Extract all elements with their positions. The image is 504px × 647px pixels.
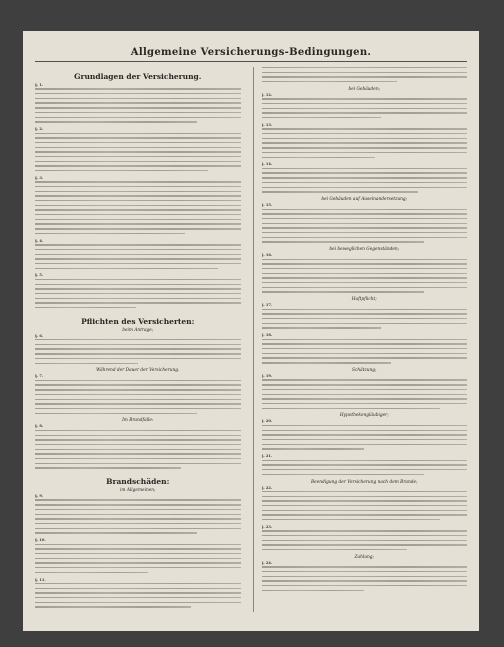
section-subheading: Schätzung; bbox=[352, 368, 377, 374]
text-line bbox=[262, 227, 468, 228]
text-line bbox=[262, 157, 375, 158]
text-line bbox=[35, 268, 218, 269]
paragraph-number: §. 10. bbox=[35, 538, 46, 543]
text-line bbox=[35, 358, 241, 359]
section-subheading: Beendigung der Versicherung nach dem Brande; bbox=[311, 479, 418, 485]
paragraph-number: §. 1. bbox=[35, 83, 44, 87]
text-line bbox=[262, 268, 468, 269]
paragraph-text-lines bbox=[262, 491, 468, 521]
text-line bbox=[262, 327, 381, 328]
text-line bbox=[35, 453, 241, 454]
text-line bbox=[35, 170, 208, 171]
text-line bbox=[35, 344, 241, 345]
text-line bbox=[35, 244, 241, 245]
text-line bbox=[35, 117, 241, 118]
text-line bbox=[35, 181, 241, 182]
paragraph-text-lines bbox=[35, 339, 241, 364]
paragraph-number: §. 3. bbox=[35, 175, 44, 180]
text-line bbox=[35, 408, 241, 409]
text-line bbox=[262, 81, 398, 82]
text-line bbox=[35, 439, 241, 440]
text-line bbox=[35, 588, 241, 589]
text-line bbox=[35, 509, 241, 510]
text-line bbox=[262, 398, 468, 399]
paragraph-text-lines bbox=[35, 133, 241, 172]
paragraph-number: §. 19. bbox=[261, 374, 273, 379]
text-line bbox=[262, 590, 365, 591]
text-line bbox=[35, 302, 241, 303]
text-line bbox=[262, 348, 468, 349]
text-line bbox=[35, 384, 241, 385]
text-line bbox=[35, 458, 241, 459]
text-line bbox=[35, 444, 241, 445]
text-line bbox=[35, 606, 191, 607]
paragraph-text-lines bbox=[35, 499, 241, 533]
paragraph-number: §. 5. bbox=[35, 273, 44, 278]
text-line bbox=[35, 597, 241, 598]
text-line bbox=[262, 241, 424, 242]
paragraph-text-lines bbox=[35, 544, 241, 574]
section-subheading: Haftpflicht; bbox=[351, 297, 377, 303]
text-line bbox=[35, 339, 241, 340]
text-line bbox=[35, 553, 241, 554]
text-line bbox=[35, 389, 241, 390]
text-line bbox=[262, 403, 468, 404]
paragraph bbox=[35, 578, 241, 612]
text-line bbox=[35, 544, 241, 545]
text-line bbox=[262, 191, 418, 192]
text-line bbox=[262, 76, 468, 77]
text-line bbox=[35, 279, 241, 280]
text-line bbox=[262, 218, 468, 219]
paragraph-text-lines bbox=[35, 583, 241, 608]
text-line bbox=[262, 469, 468, 470]
columns bbox=[35, 67, 467, 612]
text-line bbox=[35, 528, 241, 529]
paragraph bbox=[262, 561, 468, 595]
text-line bbox=[262, 168, 468, 169]
paragraph bbox=[262, 253, 468, 296]
paragraph-number: §. 21. bbox=[261, 454, 273, 459]
text-line bbox=[262, 259, 468, 260]
left-column bbox=[35, 67, 241, 612]
paragraph-text-lines bbox=[262, 566, 468, 591]
paragraph bbox=[262, 93, 468, 122]
text-line bbox=[262, 474, 424, 475]
text-line bbox=[35, 195, 241, 196]
paragraph bbox=[262, 419, 468, 453]
text-line bbox=[35, 430, 241, 431]
text-line bbox=[35, 572, 148, 573]
text-line bbox=[262, 142, 468, 143]
section-subheading: Während der Dauer der Versicherung. bbox=[96, 368, 180, 374]
text-line bbox=[35, 223, 241, 224]
text-line bbox=[262, 72, 468, 73]
text-line bbox=[35, 449, 241, 450]
text-line bbox=[262, 491, 468, 492]
paragraph-number: §. 14. bbox=[261, 162, 273, 167]
text-line bbox=[262, 439, 468, 440]
text-line bbox=[262, 496, 468, 497]
text-line bbox=[262, 282, 468, 283]
paragraph bbox=[262, 67, 468, 86]
paragraph-text-lines bbox=[262, 309, 468, 329]
paragraph-text-lines bbox=[262, 339, 468, 364]
text-line bbox=[35, 602, 241, 603]
text-line bbox=[262, 544, 468, 545]
text-line bbox=[262, 425, 468, 426]
section-subheading: Hypothekengläubiger; bbox=[339, 413, 389, 419]
text-line bbox=[262, 514, 468, 515]
text-line bbox=[35, 399, 241, 400]
paragraph bbox=[262, 374, 468, 412]
text-line bbox=[262, 323, 468, 324]
text-line bbox=[35, 263, 241, 264]
paragraph-text-lines bbox=[262, 460, 468, 475]
text-line bbox=[262, 213, 468, 214]
right-column bbox=[253, 67, 468, 612]
paragraph-text-lines bbox=[35, 279, 241, 309]
text-line bbox=[35, 394, 241, 395]
text-line bbox=[35, 254, 241, 255]
text-line bbox=[35, 151, 241, 152]
text-line bbox=[35, 214, 241, 215]
section-subheading: bei Gebäuden auf Auseinandersetzung; bbox=[321, 197, 408, 203]
text-line bbox=[35, 121, 197, 122]
title-rule bbox=[35, 61, 467, 62]
text-line bbox=[262, 460, 468, 461]
paragraph bbox=[262, 333, 468, 367]
text-line bbox=[262, 444, 468, 445]
paragraph-number: §. 22. bbox=[261, 485, 273, 490]
text-line bbox=[262, 464, 468, 465]
paragraph-text-lines bbox=[262, 259, 468, 293]
text-line bbox=[35, 165, 241, 166]
text-line bbox=[262, 384, 468, 385]
paragraph-number: §. 18. bbox=[261, 333, 273, 338]
text-line bbox=[262, 566, 468, 567]
text-line bbox=[35, 435, 241, 436]
text-line bbox=[35, 288, 241, 289]
paragraph-text-lines bbox=[35, 430, 241, 469]
paragraph-text-lines bbox=[262, 168, 468, 193]
paragraph-number: §. 20. bbox=[261, 419, 273, 424]
text-line bbox=[262, 237, 468, 238]
text-line bbox=[262, 430, 468, 431]
paragraph bbox=[35, 424, 241, 472]
text-line bbox=[35, 499, 241, 500]
text-line bbox=[262, 549, 408, 550]
section-subheading: bei beweglichen Gegenständen; bbox=[329, 247, 400, 253]
text-line bbox=[35, 161, 241, 162]
paragraph-number: §. 6. bbox=[35, 333, 44, 338]
text-line bbox=[262, 394, 468, 395]
text-line bbox=[35, 98, 241, 99]
text-line bbox=[262, 357, 468, 358]
paragraph-text-lines bbox=[262, 209, 468, 243]
text-line bbox=[262, 177, 468, 178]
text-line bbox=[35, 298, 241, 299]
text-line bbox=[35, 463, 241, 464]
paragraph-text-lines bbox=[35, 181, 241, 234]
paragraph-number: §. 17. bbox=[261, 303, 273, 308]
paragraph-text-lines bbox=[262, 98, 468, 118]
text-line bbox=[262, 505, 468, 506]
text-line bbox=[262, 133, 468, 134]
paragraph-number: §. 2. bbox=[35, 127, 44, 132]
text-line bbox=[35, 523, 241, 524]
text-line bbox=[35, 88, 241, 89]
text-line bbox=[262, 576, 468, 577]
paragraph bbox=[262, 454, 468, 478]
paragraph-text-lines bbox=[262, 67, 468, 82]
paragraph-number: §. 15. bbox=[261, 203, 273, 208]
paragraph-number: §. 16. bbox=[261, 253, 273, 258]
text-line bbox=[35, 380, 241, 381]
text-line bbox=[262, 510, 468, 511]
text-line bbox=[262, 530, 468, 531]
text-line bbox=[35, 548, 241, 549]
text-line bbox=[35, 137, 241, 138]
paragraph bbox=[35, 83, 241, 126]
text-line bbox=[262, 535, 468, 536]
text-line bbox=[262, 434, 468, 435]
text-line bbox=[35, 233, 185, 234]
document-page bbox=[23, 31, 479, 631]
text-line bbox=[35, 307, 136, 308]
paragraph bbox=[35, 494, 241, 537]
paragraph-text-lines bbox=[262, 530, 468, 550]
paragraph bbox=[35, 374, 241, 417]
text-line bbox=[262, 313, 468, 314]
section-heading: Brandschäden: bbox=[106, 477, 170, 487]
text-line bbox=[262, 103, 468, 104]
paragraph-number: §. 24. bbox=[261, 560, 273, 565]
text-line bbox=[35, 467, 181, 468]
text-line bbox=[262, 232, 468, 233]
text-line bbox=[262, 318, 468, 319]
text-line bbox=[262, 309, 468, 310]
text-line bbox=[35, 518, 241, 519]
text-line bbox=[262, 540, 468, 541]
paragraph bbox=[262, 123, 468, 161]
text-line bbox=[35, 293, 241, 294]
text-line bbox=[35, 112, 241, 113]
paragraph-text-lines bbox=[262, 128, 468, 158]
text-line bbox=[262, 138, 468, 139]
text-line bbox=[35, 147, 241, 148]
text-line bbox=[35, 191, 241, 192]
text-line bbox=[262, 263, 468, 264]
text-line bbox=[262, 408, 441, 409]
text-line bbox=[262, 273, 468, 274]
text-line bbox=[35, 348, 241, 349]
text-line bbox=[262, 182, 468, 183]
paragraph bbox=[35, 176, 241, 238]
text-line bbox=[35, 258, 241, 259]
paragraph bbox=[262, 525, 468, 554]
paragraph-text-lines bbox=[35, 244, 241, 269]
paragraph bbox=[262, 162, 468, 196]
text-line bbox=[35, 567, 241, 568]
text-line bbox=[35, 532, 197, 533]
text-line bbox=[262, 152, 468, 153]
text-line bbox=[35, 133, 241, 134]
text-line bbox=[262, 67, 468, 68]
section-subheading: im Allgemeinen; bbox=[120, 488, 156, 494]
text-line bbox=[262, 580, 468, 581]
text-line bbox=[262, 362, 391, 363]
text-line bbox=[35, 200, 241, 201]
paragraph-text-lines bbox=[35, 380, 241, 414]
text-line bbox=[262, 172, 468, 173]
paragraph-number: §. 11. bbox=[35, 577, 46, 582]
document-title: Allgemeine Versicherungs-Bedingungen. bbox=[130, 47, 372, 58]
section-subheading: beim Antrage; bbox=[122, 327, 154, 333]
text-line bbox=[262, 277, 468, 278]
text-line bbox=[35, 504, 241, 505]
text-line bbox=[262, 287, 468, 288]
paragraph bbox=[35, 127, 241, 175]
text-line bbox=[35, 363, 138, 364]
text-line bbox=[35, 249, 241, 250]
text-line bbox=[35, 156, 241, 157]
text-line bbox=[35, 93, 241, 94]
text-line bbox=[262, 128, 468, 129]
text-line bbox=[262, 117, 381, 118]
text-line bbox=[262, 223, 468, 224]
paragraph-number: §. 23. bbox=[261, 524, 273, 529]
text-line bbox=[262, 571, 468, 572]
text-line bbox=[35, 562, 241, 563]
text-line bbox=[262, 98, 468, 99]
text-line bbox=[35, 102, 241, 103]
paragraph-number: §. 9. bbox=[35, 494, 44, 499]
text-line bbox=[35, 284, 241, 285]
paragraph-number: §. 13. bbox=[261, 122, 273, 127]
section-heading: Grundlagen der Versicherung. bbox=[74, 72, 202, 81]
text-line bbox=[35, 583, 241, 584]
section-subheading: Zahlung; bbox=[354, 554, 374, 560]
paragraph bbox=[262, 303, 468, 332]
text-line bbox=[262, 389, 468, 390]
text-line bbox=[262, 291, 424, 292]
text-line bbox=[35, 186, 241, 187]
text-line bbox=[262, 343, 468, 344]
text-line bbox=[262, 209, 468, 210]
paragraph-text-lines bbox=[262, 425, 468, 450]
text-line bbox=[35, 107, 241, 108]
text-line bbox=[262, 339, 468, 340]
text-line bbox=[35, 592, 241, 593]
text-line bbox=[262, 187, 468, 188]
paragraph bbox=[35, 538, 241, 576]
text-line bbox=[35, 514, 241, 515]
text-line bbox=[35, 205, 241, 206]
paragraph bbox=[35, 239, 241, 273]
text-line bbox=[35, 413, 197, 414]
text-line bbox=[262, 353, 468, 354]
paragraph-text-lines bbox=[262, 379, 468, 409]
text-line bbox=[262, 108, 468, 109]
text-line bbox=[35, 228, 241, 229]
paragraph-text-lines bbox=[35, 88, 241, 122]
text-line bbox=[35, 353, 241, 354]
text-line bbox=[262, 448, 365, 449]
text-line bbox=[35, 209, 241, 210]
section-subheading: Im Brandfalle: bbox=[122, 418, 154, 424]
paragraph bbox=[262, 203, 468, 246]
text-line bbox=[262, 500, 468, 501]
text-line bbox=[35, 142, 241, 143]
text-line bbox=[35, 219, 241, 220]
paragraph bbox=[262, 486, 468, 524]
section-subheading: bei Gebäuden; bbox=[348, 86, 381, 92]
text-line bbox=[262, 147, 468, 148]
paragraph bbox=[35, 273, 241, 311]
text-line bbox=[262, 112, 468, 113]
text-line bbox=[35, 558, 241, 559]
text-line bbox=[262, 519, 441, 520]
paragraph-number: §. 7. bbox=[35, 374, 44, 379]
paragraph-number: §. 8. bbox=[35, 424, 44, 429]
text-line bbox=[262, 379, 468, 380]
text-line bbox=[35, 403, 241, 404]
paragraph-number: §. 4. bbox=[35, 238, 44, 243]
text-line bbox=[262, 585, 468, 586]
paragraph bbox=[35, 334, 241, 368]
paragraph-number: §. 12. bbox=[261, 92, 273, 97]
section-heading: Pflichten des Versicherten: bbox=[81, 316, 195, 326]
